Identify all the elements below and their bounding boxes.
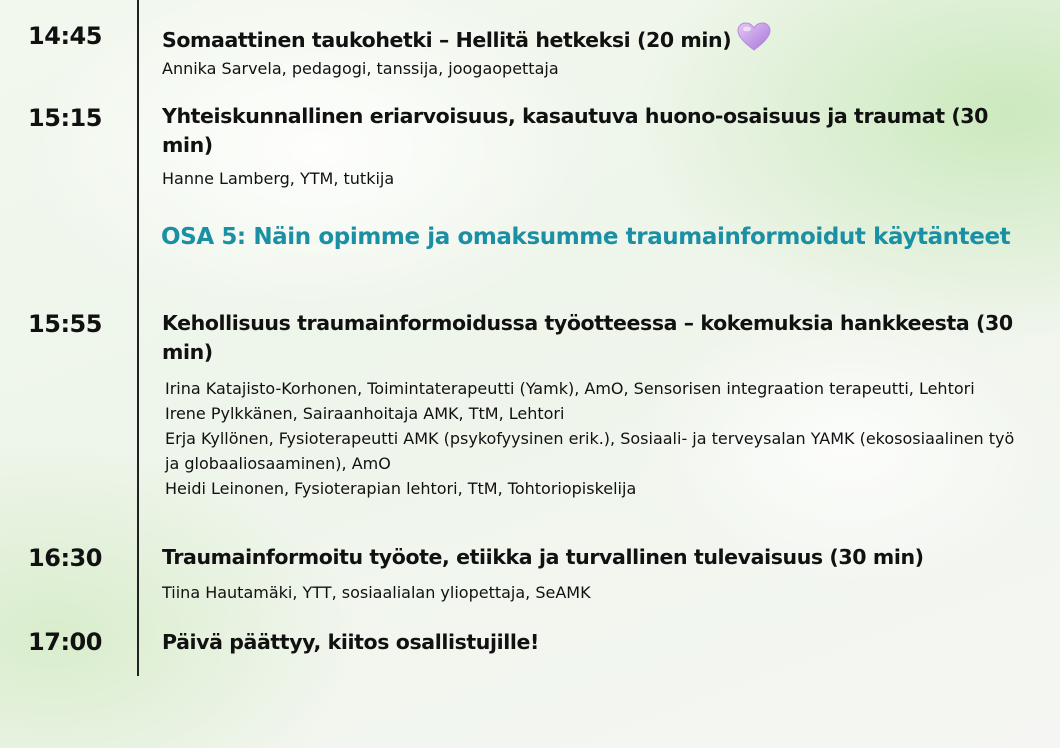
session-title: Yhteiskunnallinen eriarvoisuus, kasautuva huono-osaisuus ja traumat (30 min) <box>162 104 989 157</box>
session-speaker: Annika Sarvela, pedagogi, tanssija, joogaopettaja <box>162 59 559 78</box>
time-1445: 14:45 <box>28 22 102 50</box>
speaker-item: Irene Pylkkänen, Sairaanhoitaja AMK, TtM, Lehtori <box>165 404 565 423</box>
session-speaker: Hanne Lamberg, YTM, tutkija <box>162 169 395 188</box>
session-speaker: Tiina Hautamäki, YTT, sosiaalialan yliopettaja, SeAMK <box>162 583 591 602</box>
time-1515: 15:15 <box>28 104 102 132</box>
section-heading: OSA 5: Näin opimme ja omaksumme traumainformoidut käytänteet <box>161 224 1011 250</box>
session-title: Päivä päättyy, kiitos osallistujille! <box>162 630 539 654</box>
time-1555: 15:55 <box>28 310 102 338</box>
speaker-item: Heidi Leinonen, Fysioterapian lehtori, TtM, Tohtoriopiskelija <box>165 479 637 498</box>
timeline-line <box>137 0 139 676</box>
session-title: Traumainformoitu työote, etiikka ja turvallinen tulevaisuus (30 min) <box>162 545 924 569</box>
speaker-item: Irina Katajisto-Korhonen, Toimintaterapeutti (Yamk), AmO, Sensorisen integraation terapeutti, Lehtori <box>165 379 975 398</box>
speaker-list <box>165 376 1015 501</box>
time-1630: 16:30 <box>28 544 102 572</box>
time-1700: 17:00 <box>28 628 102 656</box>
speaker-item: Erja Kyllönen, Fysioterapeutti AMK (psykofyysinen erik.), Sosiaali- ja terveysalan YAMK (ekososiaalinen työ ja globaaliosaaminen), AmO <box>165 429 1015 473</box>
session-title: Somaattinen taukohetki – Hellitä hetkeksi (20 min) <box>162 22 1022 60</box>
session-title: Kehollisuus traumainformoidussa työotteessa – kokemuksia hankkeesta (30 min) <box>162 311 1013 364</box>
purple-heart-icon <box>737 22 771 60</box>
